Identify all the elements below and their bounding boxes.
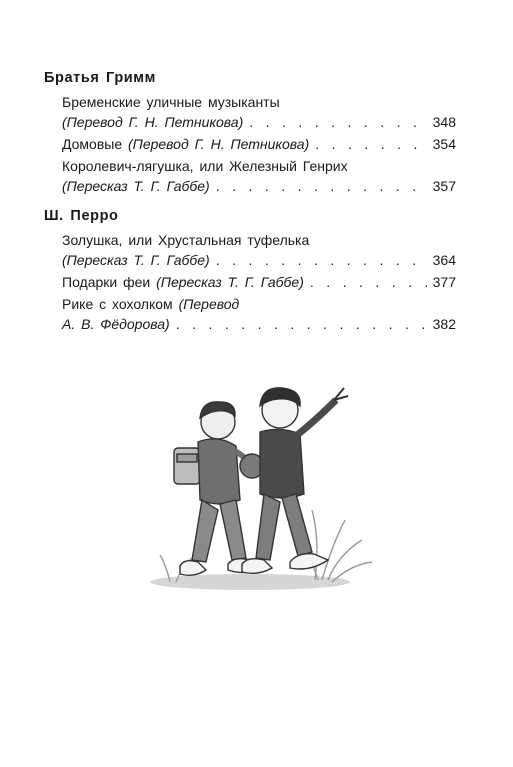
entry-title: Рике с хохолком [62,296,173,312]
left-boy [174,402,264,576]
entry-title: Бременские уличные музыканты [62,94,280,110]
table-of-contents [44,70,456,336]
toc-entry[interactable] [62,134,456,154]
dot-leader [176,314,427,334]
toc-entry[interactable] [62,230,456,270]
dot-leader [249,112,426,132]
page-number: 354 [432,136,456,152]
toc-entry[interactable] [62,294,456,334]
entry-title: Домовые [62,136,123,152]
toc-entry[interactable] [62,92,456,132]
author-heading: Братья Гримм [44,70,156,86]
toc-entry[interactable] [62,272,456,292]
right-boy [242,388,348,574]
entry-translator-note: А. В. Фёдорова) [62,316,170,332]
dot-leader [216,176,427,196]
entry-translator-note: (Пересказ Т. Г. Габбе) [156,274,304,290]
author-heading: Ш. Перро [44,208,119,224]
dot-leader [310,272,427,292]
entry-translator-note: (Пересказ Т. Г. Габбе) [62,178,210,194]
toc-entry[interactable] [62,156,456,196]
page-number: 382 [432,316,456,332]
two-boys-walking-illustration [140,370,380,600]
dot-leader [315,134,426,154]
page-number: 357 [432,178,456,194]
entry-translator-note: (Перевод Г. Н. Петникова) [128,136,310,152]
page-number: 348 [432,114,456,130]
dot-leader [216,250,427,270]
page-number: 364 [432,252,456,268]
entry-translator-note: (Перевод [178,296,240,312]
entry-title: Королевич-лягушка, или Железный Генрих [62,158,348,174]
entry-title: Подарки феи [62,274,151,290]
entry-translator-note: (Пересказ Т. Г. Габбе) [62,252,210,268]
page-number: 377 [432,274,456,290]
entry-title: Золушка, или Хрустальная туфелька [62,232,310,248]
entry-translator-note: (Перевод Г. Н. Петникова) [62,114,244,130]
